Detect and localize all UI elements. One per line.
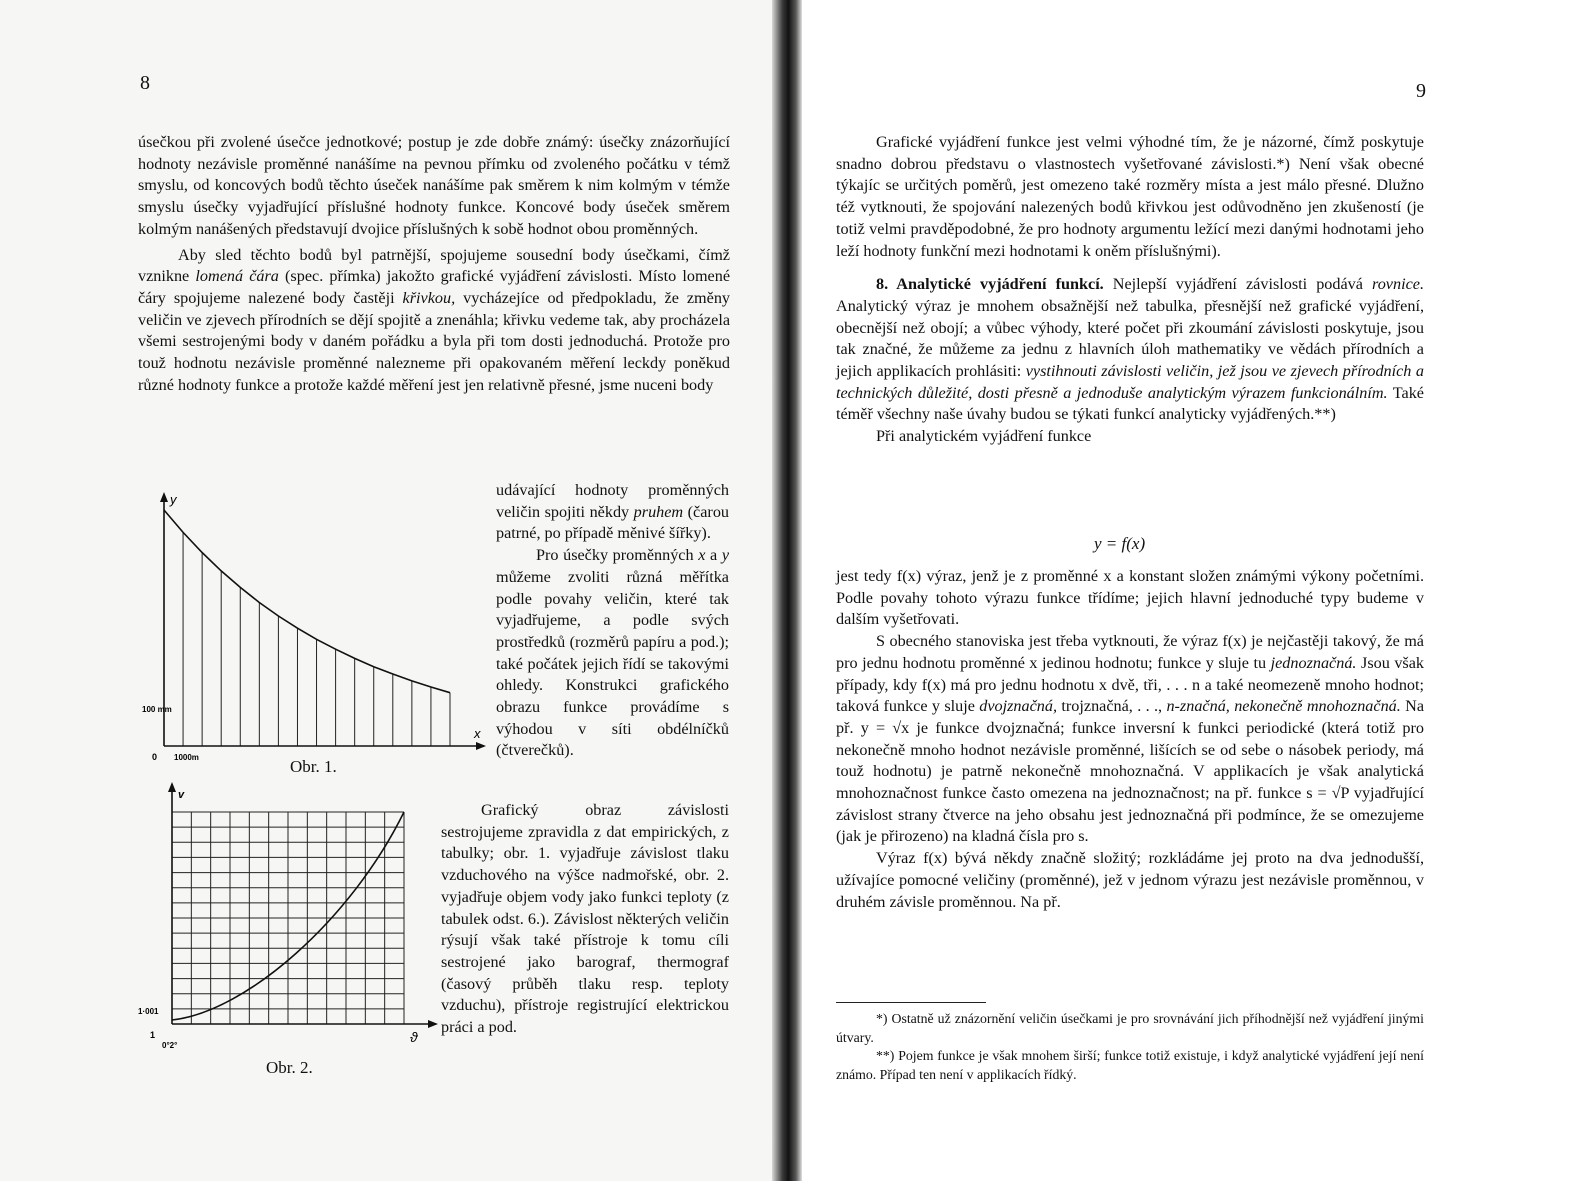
arrow-right-icon (428, 1020, 438, 1028)
variable-y: y (721, 546, 730, 565)
text-run: S obecného stanoviska jest třeba vytknouti, že výraz f(x) je nejčastěji takový, že má pro jednu hodnotu proměnné x jedinou hodnotu; funkce y sluje tu (836, 632, 1424, 672)
text-run: trojznačná, . . ., (1061, 697, 1163, 716)
right-paragraph-5 (836, 631, 1424, 848)
figure-2-y-tick-lower: 1 (150, 1030, 156, 1040)
equation: y = f(x) (1094, 534, 1146, 553)
text-run: Nejlepší vyjádření závislosti podává (1112, 275, 1363, 294)
right-paragraph-4: jest tedy f(x) výraz, jenž je z proměnné x a konstant složen známými výkony početními. Podle povahy tohoto výrazu funkce třídíme; jejich hlavní jednoduché typy budeme v dalším vyšetřovati. (836, 567, 1424, 629)
italic-term: křivkou, (402, 288, 456, 307)
page-number-left: 8 (140, 72, 150, 94)
text-run: Na př. y = √x je funkce dvojznačná; funkce inversní k funkci periodické (která totiž pro nekonečně mnoho hodnot nezávisle proměnné, lišících se od sebe o násobek periody, má touž hodnotu) je patrně nekonečně mnohoznačná. V applikacích je však analytická mnohoznačnost funkce často omezena na jednoznačnost; na př. funkce s = √P vyjadřující závislost strany čtverce na jeho obsahu jest jednoznačná při podmínce, že se omezujeme (jak je přirozeno) na kladná čísla pro s. (836, 697, 1425, 846)
left-paragraph-2 (138, 245, 730, 397)
text-run: udávající hodnoty proměnných veličin spojiti někdy (496, 481, 729, 521)
text-run: (čarou patrné, po případě měnivé šířky). (496, 502, 730, 543)
figure-2-x-tick: 0°2° (162, 1041, 178, 1050)
footnotes (836, 1010, 1424, 1084)
italic-statement: vystihnouti závislosti veličin, jež jsou ve zjevech přírodních a technických důležité, dosti přesně a jednoduše analytickým výrazem funkcionálním. (836, 362, 1425, 402)
italic-term: n-značná, nekonečně mnohoznačná. (1166, 697, 1401, 716)
right-paragraph-6: Výraz f(x) bývá někdy značně složitý; rozkládáme jej proto na dva jednodušší, užívajíce pomocné veličiny (proměnné), jež v jednom výrazu jest nezávisle proměnnou, v druhém závisle proměnnou. Na př. (836, 849, 1424, 911)
right-paragraph-2 (836, 274, 1424, 426)
left-text-top (138, 132, 730, 396)
right-text-top (836, 132, 1424, 448)
right-paragraph-1: Grafické vyjádření funkce jest velmi výhodné tím, že je názorné, čímž poskytuje snadno dobrou představu o vlastnostech vyšetřované závislosti.*) Není však obecné týkajíc se určitých poměrů, jest omezeno také rozměry místa a jest málo přesné. Dlužno též vytknouti, že spojování nalezených bodů křivkou jest odůvodněno jen zkušeností (je totiž velmi pravděpodobné, že pro hodnoty argumentu ležící mezi danými hodnotami jeho leží hodnoty funkční mezi hodnotami k oněm příslušnými). (836, 133, 1424, 260)
arrow-right-icon (476, 742, 486, 750)
right-page (790, 0, 1594, 1181)
figure-1 (138, 490, 490, 780)
figure-1-x-label: x (474, 726, 481, 741)
variable-x: x (698, 546, 706, 565)
figure-1-y-tick: 100 mm (142, 705, 172, 714)
arrow-up-icon (168, 782, 176, 792)
right-text-bottom (836, 566, 1424, 913)
text-run: Pro úsečky proměnných (536, 546, 694, 565)
figure-2-y-tick-upper: 1·001 (138, 1007, 159, 1016)
text-run: můžeme zvoliti různá měřítka podle povahy veličin, které tak vyjadřujeme, a podle svých prostředků (rozměrů papíru a pod.); také počátek jejich řídí se takovými ohledy. Konstrukci grafického obrazu funkce provádíme s výhodou v síti obdélníčků (čtverečků). (496, 567, 729, 760)
left-text-beside-fig1 (496, 480, 729, 762)
figure-2-y-label: v (178, 789, 185, 801)
section-heading: 8. Analytické vyjádření funkcí. (876, 275, 1104, 294)
left-text-beside-fig2 (441, 800, 729, 1039)
page-number-right: 9 (1416, 80, 1426, 102)
figure-2 (136, 780, 442, 1050)
left-paragraph-1: úsečkou při zvolené úsečce jednotkové; postup je zde dobře známý: úsečky znázorňující hodnoty nezávisle proměnné nanášíme na pevnou přímku od zvoleného počátku v témž smyslu, od koncových bodů těchto úseček nanášíme pak směrem k nim kolmým v témže smyslu úsečky vyjadřující příslušné hodnoty funkce. Koncové body úseček směrem kolmým nanášených představují dvojice příslušných k sobě hodnot obou proměnných. (138, 133, 730, 238)
figure-1-x-tick: 1000m (174, 753, 199, 762)
italic-term: lomená čára (195, 267, 279, 286)
text-run: a (710, 546, 718, 565)
text-run: (spec. přímka) jakožto grafické vyjádření závislosti. Místo lomené čáry spojujeme nalezené body častěji (138, 267, 730, 307)
text-run: Také téměř všechny naše úvahy budou se týkati funkcí analyticky vyjádřených.**) (836, 383, 1424, 424)
figure-2-caption: Obr. 2. (266, 1058, 313, 1077)
italic-term: jednoznačná. (1270, 653, 1357, 672)
figure-1-curve (164, 510, 450, 693)
footnote-divider (836, 1002, 986, 1003)
text-run: Jsou však případy, kdy f(x) má pro jednu hodnotu x dvě, tři, . . . n a také neomezeně mnoho hodnot; taková funkce y sluje (836, 653, 1424, 716)
footnote-2: **) Pojem funkce je však mnohem širší; funkce totiž existuje, i když analytické vyjádření její není známo. Případ ten není v applikacích řídký. (836, 1048, 1424, 1082)
right-paragraph-3: Při analytickém vyjádření funkce (876, 427, 1092, 446)
text-run: Aby sled těchto bodů byl patrnější, spojujeme sousední body úsečkami, čímž vznikne (138, 245, 730, 286)
text-run: Analytický výraz je mnohem obsažnější než tabulka, přesnější než grafické vyjádření, obecnější než obojí; a vůbec výhody, které počet při zkoumání závislosti poskytuje, jsou tak značné, že můžeme za jednu z hlavních úloh mathematiky ve vědách přírodních a jejich applikacích prohlásiti: (836, 296, 1424, 381)
italic-term: rovnice. (1372, 275, 1425, 294)
figure-1-origin: 0 (152, 752, 158, 762)
italic-term: pruhem (633, 502, 684, 521)
left-paragraph-2-end (496, 480, 729, 545)
left-paragraph-3 (496, 545, 729, 762)
arrow-up-icon (160, 492, 168, 502)
footnote-1: *) Ostatně už znázornění veličin úsečkami je pro srovnávání jich příhodnější než vyjádření jinými útvary. (836, 1011, 1424, 1045)
figure-2-grid (172, 812, 404, 1024)
figure-1-caption: Obr. 1. (290, 757, 337, 776)
left-paragraph-4: Grafický obraz závislosti sestrojujeme zpravidla z dat empirických, z tabulky; obr. 1. vyjadřuje závislost tlaku vzduchového na výšce nadmořské, obr. 2. vyjadřuje objem vody jako funkci teploty (z tabulek odst. 6.). Závislost některých veličin rýsují však také přístroje k tomu cíli sestrojené jako barograf, thermograf (časový průběh tlaku resp. teploty vzduchu), přístroje registrující elektrickou práci a pod. (441, 801, 729, 1037)
text-run: vycházejíce od předpokladu, že změny veličin ve zjevech přírodních se dějí spojitě a znenáhla; křivku vedeme tak, aby procházela všemi sestrojenými body v daném pořádku a byla při tom dosti jednoduchá. Protože pro touž hodnotu nezávisle proměnné nalezneme při opakovaném měření leckdy poněkud různé hodnoty funkce a protože každé měření jest jen relativně přesné, jsme nuceni body (138, 288, 731, 394)
figure-1-y-label: y (170, 492, 177, 507)
left-page (0, 0, 790, 1181)
figure-2-x-label: ϑ (410, 1029, 418, 1045)
italic-term: dvojznačná, (979, 697, 1058, 716)
